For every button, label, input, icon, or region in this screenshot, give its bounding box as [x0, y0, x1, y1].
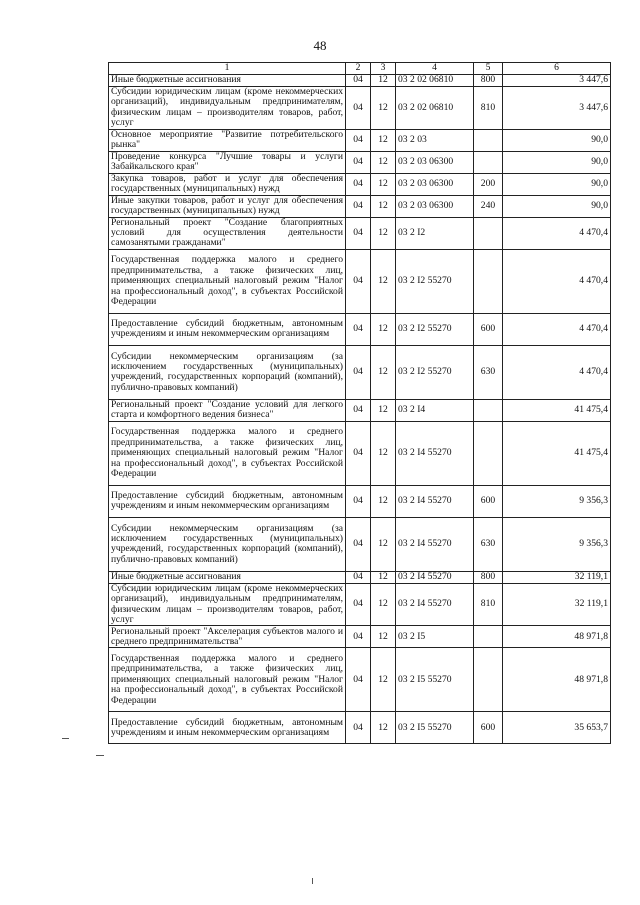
row-name-cell: Иные бюджетные ассигнования	[109, 571, 346, 583]
section-code-cell: 04	[346, 712, 371, 744]
table-row	[109, 485, 611, 517]
target-article-cell: 03 2 03 06300	[396, 195, 474, 217]
section-code-cell: 04	[346, 129, 371, 151]
expense-type-cell	[474, 217, 503, 249]
amount-cell: 90,0	[503, 195, 611, 217]
table-row	[109, 173, 611, 195]
table-row	[109, 75, 611, 87]
expense-type-cell: 800	[474, 571, 503, 583]
row-name-cell: Региональный проект "Создание благоприятных условий для осуществления деятельности самозанятыми гражданами"	[109, 217, 346, 249]
target-article-cell: 03 2 I5 55270	[396, 648, 474, 712]
section-code-cell: 04	[346, 195, 371, 217]
section-code-cell: 04	[346, 217, 371, 249]
section-code-cell: 04	[346, 399, 371, 421]
section-code-cell: 04	[346, 648, 371, 712]
section-code-cell: 04	[346, 173, 371, 195]
subsection-code-cell: 12	[371, 313, 396, 345]
subsection-code-cell: 12	[371, 195, 396, 217]
table-row	[109, 217, 611, 249]
target-article-cell: 03 2 I4 55270	[396, 583, 474, 626]
row-name-cell: Субсидии юридическим лицам (кроме некоммерческих организаций), индивидуальным предпринимателям, физическим лицам – производителям товаров, работ, услуг	[109, 87, 346, 130]
expense-type-cell: 810	[474, 583, 503, 626]
table-header-row	[109, 63, 611, 75]
target-article-cell: 03 2 I5	[396, 626, 474, 648]
target-article-cell: 03 2 I4 55270	[396, 517, 474, 571]
section-code-cell: 04	[346, 87, 371, 130]
amount-cell: 9 356,3	[503, 485, 611, 517]
section-code-cell: 04	[346, 485, 371, 517]
subsection-code-cell: 12	[371, 421, 396, 485]
subsection-code-cell: 12	[371, 648, 396, 712]
amount-cell: 48 971,8	[503, 626, 611, 648]
subsection-code-cell: 12	[371, 249, 396, 313]
amount-cell: 4 470,4	[503, 217, 611, 249]
table-row	[109, 195, 611, 217]
target-article-cell: 03 2 03 06300	[396, 151, 474, 173]
amount-cell: 4 470,4	[503, 313, 611, 345]
row-name-cell: Субсидии юридическим лицам (кроме некоммерческих организаций), индивидуальным предпринимателям, физическим лицам – производителям товаров, работ, услуг	[109, 583, 346, 626]
expense-type-cell: 630	[474, 345, 503, 399]
subsection-code-cell: 12	[371, 87, 396, 130]
expense-type-cell	[474, 648, 503, 712]
amount-cell: 41 475,4	[503, 399, 611, 421]
amount-cell: 32 119,1	[503, 583, 611, 626]
section-code-cell: 04	[346, 249, 371, 313]
expense-type-cell: 600	[474, 485, 503, 517]
column-header: 4	[396, 63, 474, 75]
amount-cell: 90,0	[503, 129, 611, 151]
target-article-cell: 03 2 I4 55270	[396, 421, 474, 485]
target-article-cell: 03 2 03	[396, 129, 474, 151]
amount-cell: 3 447,6	[503, 87, 611, 130]
table-row	[109, 571, 611, 583]
section-code-cell: 04	[346, 151, 371, 173]
target-article-cell: 03 2 I4 55270	[396, 571, 474, 583]
expense-type-cell: 630	[474, 517, 503, 571]
row-name-cell: Проведение конкурса "Лучшие товары и услуги Забайкальского края"	[109, 151, 346, 173]
subsection-code-cell: 12	[371, 626, 396, 648]
page-number: 48	[313, 38, 327, 53]
subsection-code-cell: 12	[371, 712, 396, 744]
expense-type-cell: 200	[474, 173, 503, 195]
row-name-cell: Государственная поддержка малого и среднего предпринимательства, а также физических лиц, применяющих специальный налоговый режим "Налог на профессиональный доход", в субъектах Российской Федерации	[109, 648, 346, 712]
column-header: 3	[371, 63, 396, 75]
subsection-code-cell: 12	[371, 151, 396, 173]
row-name-cell: Региональный проект "Акселерация субъектов малого и среднего предпринимательства"	[109, 626, 346, 648]
scan-mark	[62, 738, 69, 739]
section-code-cell: 04	[346, 517, 371, 571]
amount-cell: 9 356,3	[503, 517, 611, 571]
expense-type-cell	[474, 626, 503, 648]
subsection-code-cell: 12	[371, 75, 396, 87]
target-article-cell: 03 2 I2	[396, 217, 474, 249]
section-code-cell: 04	[346, 571, 371, 583]
expense-type-cell: 810	[474, 87, 503, 130]
target-article-cell: 03 2 I4	[396, 399, 474, 421]
subsection-code-cell: 12	[371, 217, 396, 249]
subsection-code-cell: 12	[371, 517, 396, 571]
row-name-cell: Государственная поддержка малого и среднего предпринимательства, а также физических лиц, применяющих специальный налоговый режим "Налог на профессиональный доход", в субъектах Российской Федерации	[109, 421, 346, 485]
amount-cell: 90,0	[503, 173, 611, 195]
expense-type-cell: 600	[474, 712, 503, 744]
subsection-code-cell: 12	[371, 583, 396, 626]
amount-cell: 41 475,4	[503, 421, 611, 485]
table-row	[109, 249, 611, 313]
section-code-cell: 04	[346, 583, 371, 626]
amount-cell: 48 971,8	[503, 648, 611, 712]
row-name-cell: Иные закупки товаров, работ и услуг для обеспечения государственных (муниципальных) нужд	[109, 195, 346, 217]
expense-type-cell	[474, 421, 503, 485]
amount-cell: 3 447,6	[503, 75, 611, 87]
column-header: 5	[474, 63, 503, 75]
table-row	[109, 626, 611, 648]
section-code-cell: 04	[346, 75, 371, 87]
row-name-cell: Предоставление субсидий бюджетным, автономным учреждениям и иным некоммерческим организациям	[109, 485, 346, 517]
table-row	[109, 399, 611, 421]
section-code-cell: 04	[346, 421, 371, 485]
amount-cell: 35 653,7	[503, 712, 611, 744]
expense-type-cell: 800	[474, 75, 503, 87]
row-name-cell: Региональный проект "Создание условий для легкого старта и комфортного ведения бизнеса"	[109, 399, 346, 421]
amount-cell: 90,0	[503, 151, 611, 173]
expense-type-cell	[474, 129, 503, 151]
table-row	[109, 129, 611, 151]
table-body	[109, 75, 611, 744]
section-code-cell: 04	[346, 345, 371, 399]
row-name-cell: Закупка товаров, работ и услуг для обеспечения государственных (муниципальных) нужд	[109, 173, 346, 195]
table-row	[109, 87, 611, 130]
table-row	[109, 313, 611, 345]
target-article-cell: 03 2 I2 55270	[396, 313, 474, 345]
table-row	[109, 517, 611, 571]
budget-table	[108, 62, 611, 744]
table-row	[109, 421, 611, 485]
section-code-cell: 04	[346, 626, 371, 648]
section-code-cell: 04	[346, 313, 371, 345]
target-article-cell: 03 2 I2 55270	[396, 345, 474, 399]
column-header: 2	[346, 63, 371, 75]
subsection-code-cell: 12	[371, 173, 396, 195]
target-article-cell: 03 2 02 06810	[396, 75, 474, 87]
row-name-cell: Субсидии некоммерческим организациям (за исключением государственных (муниципальных) учреждений, государственных корпораций (компаний), публично-правовых компаний)	[109, 345, 346, 399]
subsection-code-cell: 12	[371, 571, 396, 583]
table-row	[109, 648, 611, 712]
table-row	[109, 345, 611, 399]
expense-type-cell	[474, 249, 503, 313]
table-row	[109, 583, 611, 626]
scan-mark	[96, 755, 104, 756]
row-name-cell: Предоставление субсидий бюджетным, автономным учреждениям и иным некоммерческим организациям	[109, 313, 346, 345]
column-header: 1	[109, 63, 346, 75]
table-row	[109, 712, 611, 744]
target-article-cell: 03 2 02 06810	[396, 87, 474, 130]
subsection-code-cell: 12	[371, 485, 396, 517]
row-name-cell: Предоставление субсидий бюджетным, автономным учреждениям и иным некоммерческим организациям	[109, 712, 346, 744]
expense-type-cell	[474, 151, 503, 173]
target-article-cell: 03 2 I4 55270	[396, 485, 474, 517]
row-name-cell: Государственная поддержка малого и среднего предпринимательства, а также физических лиц, применяющих специальный налоговый режим "Налог на профессиональный доход", в субъектах Российской Федерации	[109, 249, 346, 313]
target-article-cell: 03 2 I5 55270	[396, 712, 474, 744]
subsection-code-cell: 12	[371, 399, 396, 421]
expense-type-cell	[474, 399, 503, 421]
subsection-code-cell: 12	[371, 345, 396, 399]
column-header: 6	[503, 63, 611, 75]
target-article-cell: 03 2 I2 55270	[396, 249, 474, 313]
expense-type-cell: 240	[474, 195, 503, 217]
target-article-cell: 03 2 03 06300	[396, 173, 474, 195]
scan-mark	[312, 878, 313, 884]
row-name-cell: Иные бюджетные ассигнования	[109, 75, 346, 87]
row-name-cell: Субсидии некоммерческим организациям (за исключением государственных (муниципальных) учреждений, государственных корпораций (компаний), публично-правовых компаний)	[109, 517, 346, 571]
amount-cell: 32 119,1	[503, 571, 611, 583]
table-row	[109, 151, 611, 173]
expense-type-cell: 600	[474, 313, 503, 345]
amount-cell: 4 470,4	[503, 345, 611, 399]
subsection-code-cell: 12	[371, 129, 396, 151]
row-name-cell: Основное мероприятие "Развитие потребительского рынка"	[109, 129, 346, 151]
amount-cell: 4 470,4	[503, 249, 611, 313]
